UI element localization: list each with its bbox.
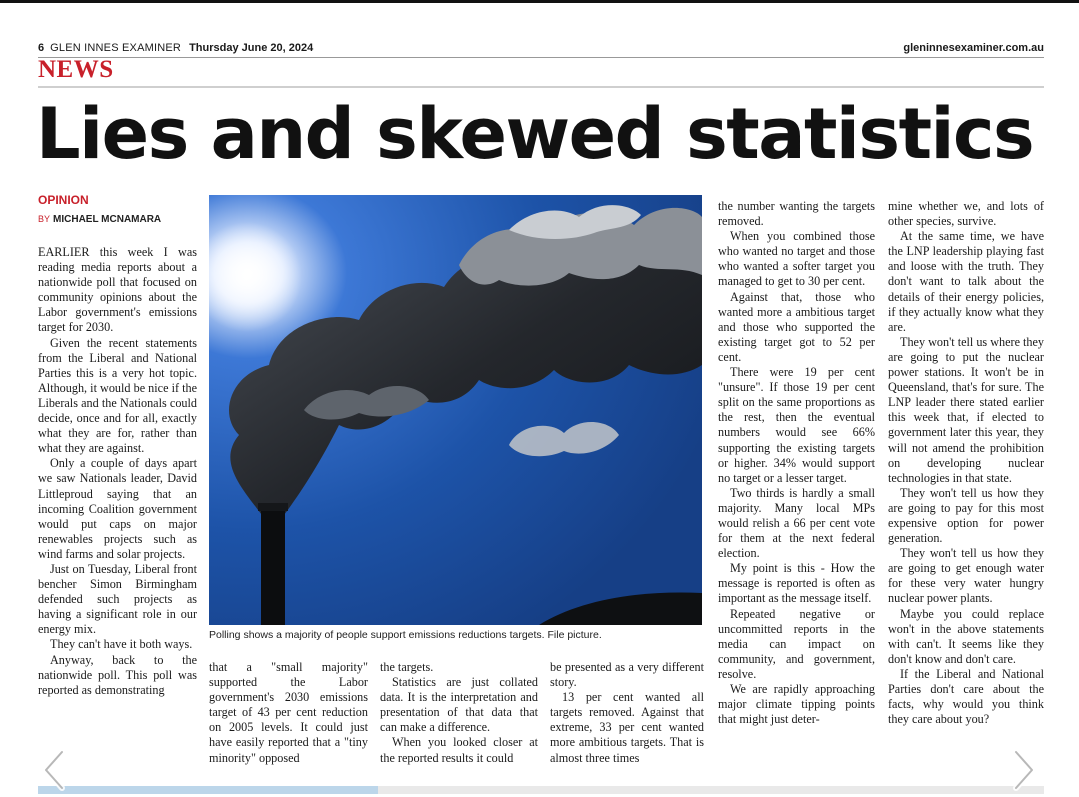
paragraph: When you looked closer at the reported results it could (380, 735, 538, 765)
paragraph: the number wanting the targets removed. (718, 199, 875, 229)
chimney (261, 507, 285, 625)
publication-name: GLEN INNES EXAMINER (50, 42, 182, 54)
paragraph: They won't tell us how they are going to get enough water for these very water hungry nuclear power plants. (888, 546, 1044, 606)
author-name: MICHAEL MCNAMARA (53, 214, 162, 225)
article-column-4 (550, 660, 704, 766)
paragraph: 13 per cent wanted all targets removed. Against that extreme, 33 per cent wanted more ambitious targets. That is almost three times (550, 690, 704, 765)
page-number: 6 (38, 42, 45, 54)
article-photo[interactable] (209, 195, 702, 625)
paragraph: We are rapidly approaching major climate tipping points that might just deter- (718, 682, 875, 727)
byline (38, 214, 161, 225)
bottom-strip (38, 786, 1044, 794)
header-rule (38, 57, 1044, 58)
top-border (0, 0, 1079, 3)
paragraph: Repeated negative or uncommitted reports in the media can impact on community, and government, resolve. (718, 606, 875, 681)
photo-caption: Polling shows a majority of people support emissions reductions targets. File picture. (209, 629, 602, 641)
paragraph: They won't tell us where they are going to put the nuclear power stations. It won't be in Queensland, that's for sure. The LNP leader there stated earlier this week that, if elected to government later this year, they will not amend the prohibition on developing nuclear technologies in that state. (888, 334, 1045, 485)
paragraph: EARLIER this week I was reading media reports about a nationwide poll that focused on community opinions about the Labor government's emissions target for 2030. (38, 245, 197, 335)
paragraph: At the same time, we have the LNP leadership playing fast and loose with the truth. They don't want to talk about the details of their energy policies, if they actually know what they are. (888, 229, 1044, 334)
section-rule (38, 86, 1044, 88)
paragraph: Maybe you could replace won't in the above statements with can't. It seems like they don't know and don't care. (888, 606, 1044, 666)
headline: Lies and skewed statistics (36, 93, 1034, 175)
section-label: NEWS (38, 56, 114, 83)
paragraph: Against that, those who wanted more a ambitious target and those who supported the existing target got to 52 per cent. (718, 289, 875, 364)
paragraph: My point is this - How the message is reported is often as important as the message itself. (718, 561, 875, 606)
bottom-strip-tint (38, 786, 378, 794)
paragraph: Two thirds is hardly a small majority. Many local MPs would relish a 66 per cent vote for them at the next federal election. (718, 485, 875, 561)
paragraph: They can't have it both ways. (50, 637, 193, 652)
opinion-kicker: OPINION (38, 193, 89, 207)
byline-prefix: BY (38, 214, 51, 224)
paragraph: mine whether we, and lots of other species, survive. (888, 199, 1044, 229)
paragraph: Given the recent statements from the Liberal and National Parties this is a very hot topic. Although, it would be nice if the Liberals and the Nationals could decide, once and for all, exactly what they are for, rather than what they are against. (38, 335, 197, 456)
article-column-3 (380, 660, 538, 766)
paragraph: There were 19 per cent "unsure". If those 19 per cent split on the same proportions as the rest, then the eventual numbers would see 66% supporting the existing targets or higher. 34% would support no target or a lesser target. (718, 365, 875, 485)
paragraph: When you combined those who wanted no target and those who wanted a softer target you managed to get to 30 per cent. (718, 229, 875, 289)
chevron-right-icon (1006, 748, 1040, 792)
paragraph: Anyway, back to the nationwide poll. This poll was reported as demonstrating (38, 652, 197, 697)
paragraph: that a "small majority" supported the Labor government's 2030 emissions target of 43 per cent reduction on 2005 levels. It could just have easily reported that a "tiny minority" opposed (209, 660, 368, 765)
article-column-1 (38, 245, 197, 698)
article-column-6 (888, 199, 1044, 727)
paragraph: If the Liberal and National Parties don't care about the facts, why would you think they care about you? (888, 666, 1044, 727)
paragraph: Statistics are just collated data. It is the interpretation and presentation of that data that can make a difference. (380, 675, 538, 735)
article-column-2 (209, 660, 368, 766)
paragraph: Just on Tuesday, Liberal front bencher Simon Birmingham defended such projects as having a significant role in our energy mix. (38, 561, 197, 637)
website-link[interactable]: gleninnesexaminer.com.au (903, 42, 1044, 54)
smokestack-photo (209, 195, 702, 625)
next-page-button[interactable] (1006, 748, 1040, 792)
issue-date: Thursday June 20, 2024 (189, 42, 314, 54)
paragraph: Only a couple of days apart we saw Nationals leader, David Littleproud saying that an incoming Coalition government would put caps on major renewables projects such as wind farms and solar projects. (38, 456, 197, 561)
chevron-left-icon (38, 748, 72, 792)
running-head (38, 42, 1044, 56)
paragraph: the targets. (380, 660, 434, 674)
prev-page-button[interactable] (38, 748, 72, 792)
paragraph: be presented as a very different story. (550, 660, 704, 690)
article-column-5 (718, 199, 875, 727)
paragraph: They won't tell us how they are going to pay for this most expensive option for power generation. (888, 485, 1044, 546)
